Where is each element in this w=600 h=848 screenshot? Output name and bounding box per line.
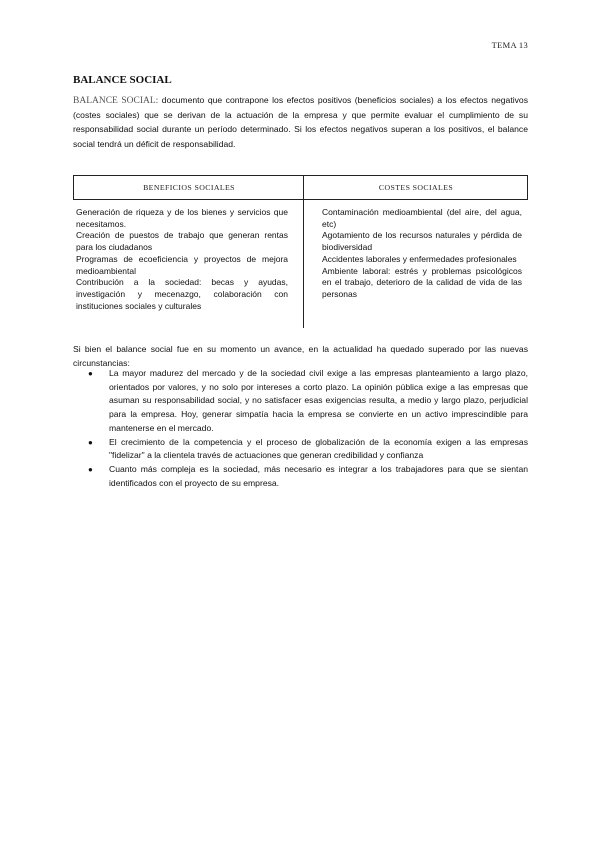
bullet-text: El crecimiento de la competencia y el proceso de globalización de la economía exigen a las empresas "fidelizar" a la clientela través de actuaciones que generan credibilidad y confianza [109, 436, 528, 461]
table-header-row [73, 175, 528, 200]
bullet-text: La mayor madurez del mercado y de la sociedad civil exige a las empresas planteamiento a largo plazo, orientados por valores, y no solo por intereses a corto plazo. La opinión pública exige a las empresas que asuman su responsabilidad social, y no satisfacer esas exigencias resulta, a medio y largo plazo, perjudicial para la empresa. Hoy, generar simpatía hacia la empresa se convierte en un activo imprescindible para mantenerse en el mercado. [109, 368, 528, 433]
bullet-icon: ● [88, 464, 93, 474]
list-item [88, 367, 528, 436]
beneficio-item: Programas de ecoeficiencia y proyectos de mejora medioambiental [76, 253, 288, 276]
coste-item: Accidentes laborales y enfermedades profesionales [322, 253, 517, 264]
balance-table [73, 175, 528, 328]
costes-column [322, 207, 522, 301]
beneficio-item: Creación de puestos de trabajo que generan rentas para los ciudadanos [76, 230, 288, 253]
list-item [88, 436, 528, 463]
intro-text: documento que contrapone los efectos positivos (beneficios sociales) a los efectos negativos (costes sociales) que se derivan de la actuación de la empresa y que permite evaluar el cumplimiento de su responsabilidad social durante un período determinado. Si los efectos negativos superan a los positivos, el balance social tendrá un déficit de responsabilidad. [73, 95, 528, 149]
beneficio-item: Contribución a la sociedad: becas y ayudas, investigación y mecenazgo, colaboración con instituciones sociales y culturales [76, 277, 288, 311]
beneficio-item: Generación de riqueza y de los bienes y servicios que necesitamos. [76, 207, 288, 229]
body-paragraph: Si bien el balance social fue en su momento un avance, en la actualidad ha quedado superado por las nuevas circunstancias: [73, 344, 528, 368]
coste-item: Contaminación medioambiental (del aire, del agua, etc) [322, 207, 522, 229]
coste-item: Agotamiento de los recursos naturales y pérdida de biodiversidad [322, 230, 522, 253]
bullet-icon: ● [88, 369, 93, 378]
bullet-text: Cuanto más compleja es la sociedad, más necesario es integrar a los trabajadores para que se sientan identificados con el proyecto de su empresa. [109, 463, 528, 488]
coste-item: Ambiente laboral: estrés y problemas psicológicos en el trabajo, deterioro de la calidad de vida de las personas [322, 265, 522, 299]
intro-paragraph [73, 93, 528, 151]
page-header-tag: TEMA 13 [491, 40, 528, 50]
bullet-icon: ● [88, 437, 93, 447]
header-beneficios: BENEFICIOS SOCIALES [143, 183, 235, 192]
section-title: BALANCE SOCIAL [73, 74, 172, 86]
bullet-list [88, 367, 528, 490]
column-divider [303, 175, 304, 328]
intro-term: BALANCE SOCIAL: [73, 96, 159, 106]
header-costes: COSTES SOCIALES [378, 183, 454, 192]
beneficios-column [76, 207, 288, 312]
list-item [88, 463, 528, 490]
